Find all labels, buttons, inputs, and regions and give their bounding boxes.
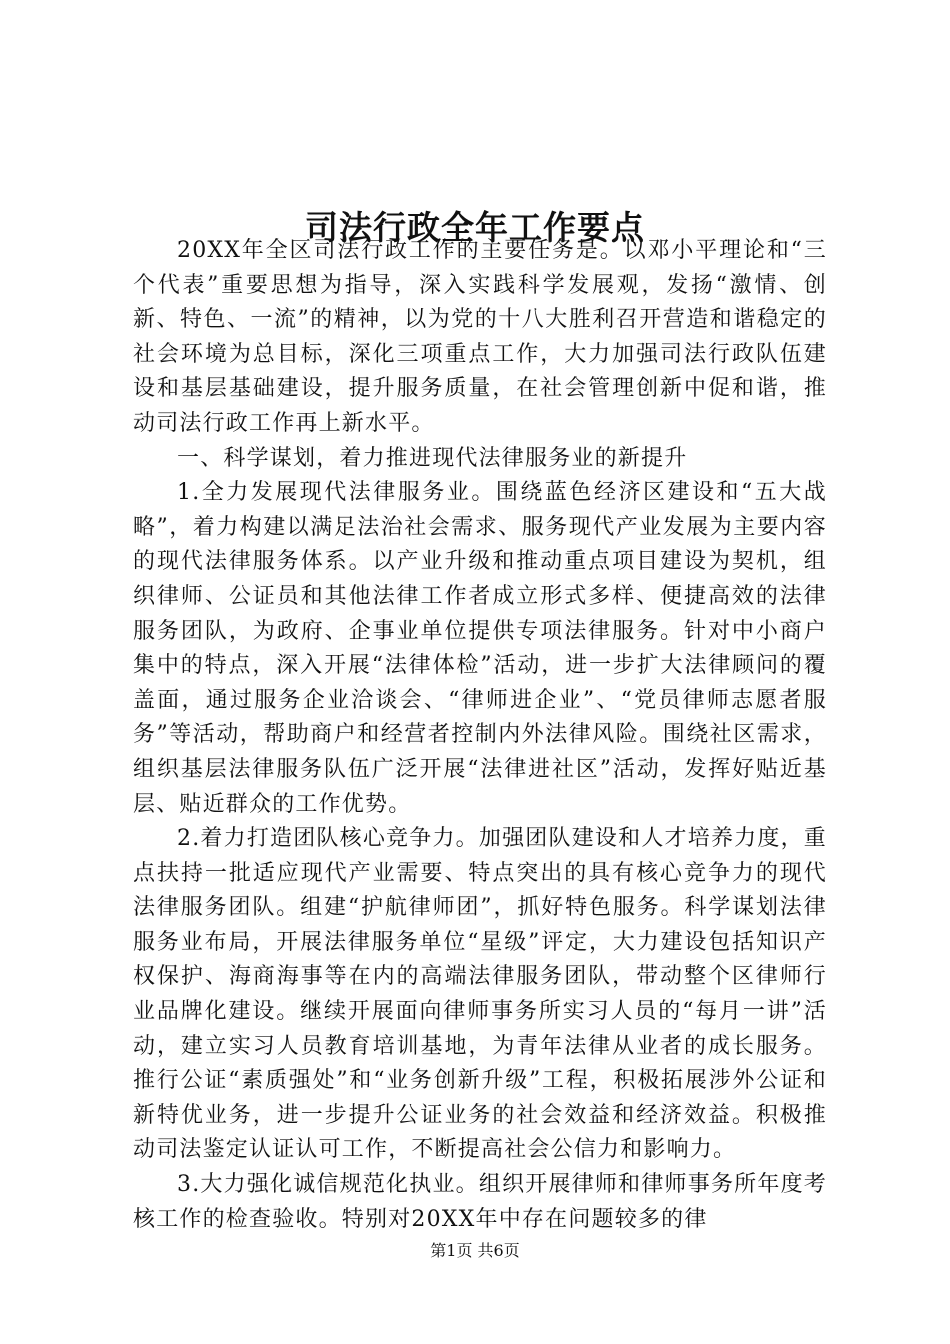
item-paragraph-1: 1.全力发展现代法律服务业。围绕蓝色经济区建设和“五大战略”，着力构建以满足法治社会需求、服务现代产业发展为主要内容的现代法律服务体系。以产业升级和推动重点项目建设为契机，组织律师、公证员和其他法律工作者成立形式多样、便捷高效的法律服务团队，为政府、企事业单位提供专项法律服务。针对中小商户集中的特点，深入开展“法律体检”活动，进一步扩大法律顾问的覆盖面，通过服务企业洽谈会、“律师进企业”、“党员律师志愿者服务”等活动，帮助商户和经营者控制内外法律风险。围绕社区需求，组织基层法律服务队伍广泛开展“法律进社区”活动，发挥好贴近基层、贴近群众的工作优势。 xyxy=(133,480,827,817)
page-title: 司法行政全年工作要点 xyxy=(305,208,645,248)
item-paragraph-2: 2.着力打造团队核心竞争力。加强团队建设和人才培养力度，重点扶持一批适应现代产业需要、特点突出的具有核心竞争力的现代法律服务团队。组建“护航律师团”，抓好特色服务。科学谋划法律服务业布局，开展法律服务单位“星级”评定，大力建设包括知识产权保护、海商海事等在内的高端法律服务团队，带动整个区律师行业品牌化建设。继续开展面向律师事务所实习人员的“每月一讲”活动，建立实习人员教育培训基地，为青年法律从业者的成长服务。推行公证“素质强处”和“业务创新升级”工程，积极拓展涉外公证和新特优业务，进一步提升公证业务的社会效益和经济效益。积极推动司法鉴定认证认可工作，不断提高社会公信力和影响力。 xyxy=(133,826,827,1163)
item-paragraph-3: 3.大力强化诚信规范化执业。组织开展律师和律师事务所年度考核工作的检查验收。特别对20XX年中存在问题较多的律 xyxy=(133,1172,827,1232)
intro-paragraph: 20XX年全区司法行政工作的主要任务是。以邓小平理论和“三个代表”重要思想为指导，深入实践科学发展观，发扬“激情、创新、特色、一流”的精神，以为党的十八大胜利召开营造和谐稳定的社会环境为总目标，深化三项重点工作，大力加强司法行政队伍建设和基层基础建设，提升服务质量，在社会管理创新中促和谐，推动司法行政工作再上新水平。 xyxy=(133,238,827,436)
section-heading: 一、科学谋划，着力推进现代法律服务业的新提升 xyxy=(177,445,688,471)
page-number-footer: 第1页 共6页 xyxy=(430,1241,520,1260)
document-body xyxy=(133,234,827,1237)
